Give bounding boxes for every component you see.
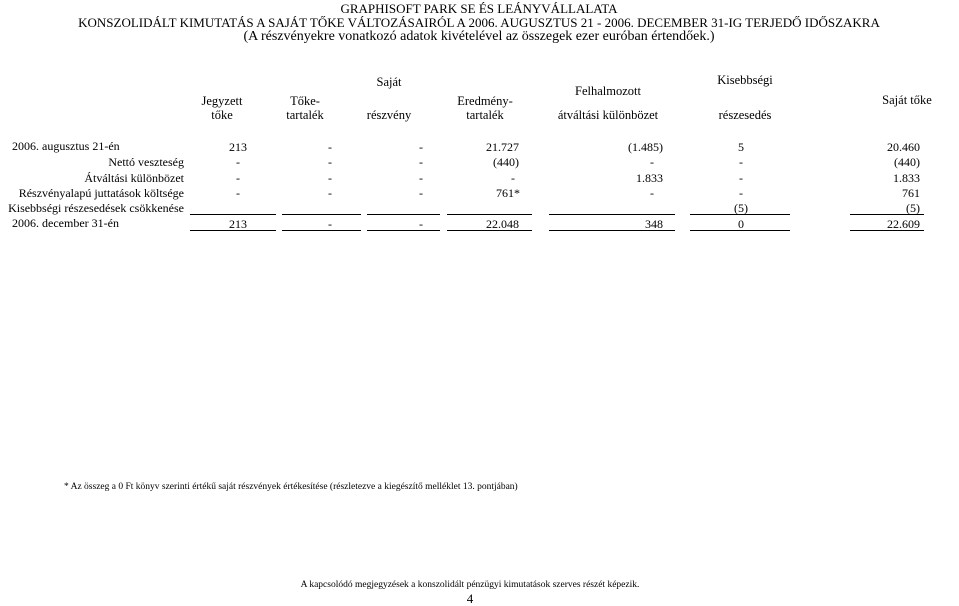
- table-cell: -: [650, 155, 654, 169]
- col-header-kisebbsegi-bottom: részesedés: [718, 108, 772, 122]
- row-label-kisebbsegi-csokkenese: Kisebbségi részesedések csökkenése: [8, 201, 184, 215]
- table-cell: 348: [645, 217, 663, 231]
- report-title: KONSZOLIDÁLT KIMUTATÁS A SAJÁT TŐKE VÁLTOZÁSAIRÓL A 2006. AUGUSZTUS 21 - 2006. DECEMBER 31-IG TERJEDŐ IDŐSZAKRA: [78, 15, 880, 30]
- table-cell: -: [328, 217, 332, 231]
- table-cell: -: [650, 186, 654, 200]
- total-underline: [190, 230, 276, 231]
- table-cell: -: [328, 186, 332, 200]
- total-underline: [850, 230, 924, 231]
- table-cell: 761*: [496, 186, 520, 200]
- company-name: GRAPHISOFT PARK SE ÉS LEÁNYVÁLLALATA: [340, 1, 618, 16]
- footnote: * Az összeg a 0 Ft könyv szerinti értékű saját részvények értékesítése (részletezve a kiegészítő melléklet 13. pontjában): [64, 482, 518, 492]
- column-underline: [367, 214, 440, 215]
- row-label-reszvenyalapu-juttatasok: Részvényalapú juttatások költsége: [18, 186, 184, 200]
- col-header-sajat-reszveny-bottom: részvény: [366, 108, 412, 122]
- column-underline: [549, 214, 675, 215]
- col-header-felhalmozott-top: Felhalmozott: [575, 84, 641, 98]
- page-number: 4: [466, 591, 474, 606]
- table-cell: 20.460: [887, 140, 920, 154]
- table-cell: -: [419, 217, 423, 231]
- table-cell: -: [739, 186, 743, 200]
- row-label-atvaltasi-kulonbozet: Átváltási különbözet: [84, 171, 184, 185]
- col-header-sajat-reszveny-top: Saját: [376, 75, 402, 89]
- table-cell: 22.609: [887, 217, 920, 231]
- table-cell: 0: [738, 217, 744, 231]
- total-underline: [549, 230, 675, 231]
- table-cell: 21.727: [486, 140, 519, 154]
- table-cell: (5): [906, 201, 920, 215]
- table-cell: -: [328, 140, 332, 154]
- bottom-note: A kapcsolódó megjegyzések a konszolidált pénzügyi kimutatások szerves részét képezik.: [300, 580, 640, 590]
- table-cell: -: [419, 171, 423, 185]
- table-cell: -: [419, 140, 423, 154]
- total-underline: [447, 230, 532, 231]
- table-cell: -: [328, 155, 332, 169]
- table-cell: -: [419, 186, 423, 200]
- table-cell: -: [739, 171, 743, 185]
- table-cell: -: [236, 171, 240, 185]
- table-cell: 1.833: [893, 171, 920, 185]
- col-header-kisebbsegi-top: Kisebbségi: [717, 73, 773, 87]
- column-underline: [447, 214, 532, 215]
- table-cell: 213: [229, 217, 247, 231]
- table-cell: (440): [894, 155, 920, 169]
- table-cell: -: [236, 186, 240, 200]
- table-cell: (1.485): [628, 140, 663, 154]
- table-cell: -: [328, 171, 332, 185]
- column-underline: [850, 214, 924, 215]
- table-cell: -: [739, 155, 743, 169]
- column-underline: [282, 214, 361, 215]
- report-subtitle: (A részvényekre vonatkozó adatok kivételével az összegek ezer euróban értendőek.): [243, 29, 715, 44]
- col-header-toketartalek-bottom: tartalék: [286, 108, 324, 122]
- col-header-jegyzett-mid: Jegyzett: [201, 94, 243, 108]
- table-cell: -: [511, 171, 515, 185]
- row-label-netto-veszteseg: Nettó veszteség: [108, 155, 184, 169]
- total-underline: [282, 230, 361, 231]
- column-underline: [690, 214, 790, 215]
- col-header-jegyzett-bottom: tőke: [211, 108, 233, 122]
- table-cell: 761: [902, 186, 920, 200]
- table-cell: (440): [493, 155, 519, 169]
- table-cell: 22.048: [486, 217, 519, 231]
- table-cell: 5: [738, 140, 744, 154]
- column-underline: [190, 214, 276, 215]
- col-header-eredmenytartalek-bottom: tartalék: [466, 108, 504, 122]
- col-header-eredmenytartalek-mid: Eredmény-: [457, 94, 513, 108]
- col-header-felhalmozott-bottom: átváltási különbözet: [557, 108, 659, 122]
- row-label-aug21: 2006. augusztus 21-én: [12, 139, 120, 153]
- table-cell: -: [419, 155, 423, 169]
- table-cell: (5): [734, 201, 748, 215]
- col-header-sajat-toke: Saját tőke: [882, 93, 932, 107]
- table-cell: -: [236, 155, 240, 169]
- total-underline: [690, 230, 790, 231]
- row-label-dec31: 2006. december 31-én: [12, 216, 119, 230]
- table-cell: 1.833: [636, 171, 663, 185]
- col-header-toketartalek-mid: Tőke-: [290, 94, 320, 108]
- total-underline: [367, 230, 440, 231]
- table-cell: 213: [229, 140, 247, 154]
